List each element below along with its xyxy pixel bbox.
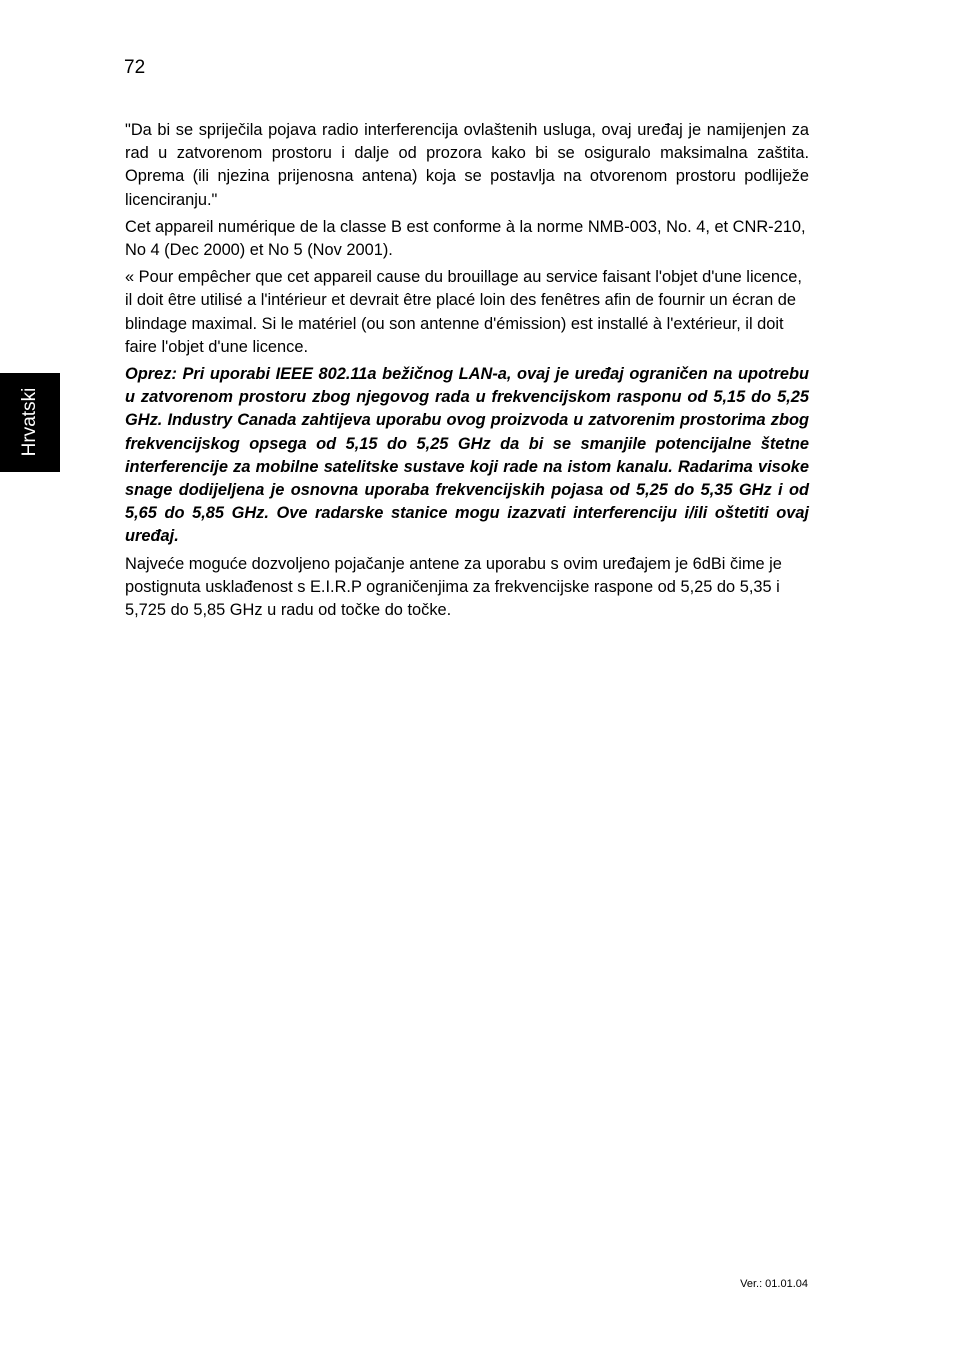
licence-paragraph-fr: « Pour empêcher que cet appareil cause du brouillage au service faisant l'objet d'une licence, il doit être utilisé a l'intérieur et devrait être placé loin des fenêtres afin de fournir un écran de blindage maximal. Si le matériel (ou son antenne d'émission) est installé à l'extérieur, il doit faire l'objet d'une licence. (125, 268, 802, 356)
radio-interference-paragraph: "Da bi se spriječila pojava radio interferencija ovlaštenih usluga, ovaj uređaj je namijenjen za rad u zatvorenom prostoru i dalje od prozora kako bi se osiguralo maksimalna zaštita. Oprema (ili njezina prijenosna antena) koja se postavlja na otvorenom prostoru podliježe licenciranju." (125, 121, 809, 209)
caution-paragraph: Oprez: Pri uporabi IEEE 802.11a bežičnog LAN-a, ovaj je uređaj ograničen na upotrebu u zatvorenom prostoru zbog njegovog rada u frekvencijskom rasponu od 5,15 do 5,25 GHz. Industry Canada zahtijeva uporabu ovog proizvoda u zatvorenim prostorima zbog frekvencijskog opsega od 5,15 do 5,25 GHz da bi se smanjile potencijalne štetne interferencije za mobilne satelitske sustave koji rade na istom kanalu. Radarima visoke snage dodijeljena je osnovna uporaba frekvencijskih pojasa od 5,25 do 5,35 GHz i od 5,65 do 5,85 GHz. Ove radarske stanice mogu izazvati interferenciju i/ili oštetiti ovaj uređaj. (125, 365, 809, 546)
language-side-tab-label: Hrvatski (19, 387, 40, 457)
page-number: 72 (124, 57, 146, 78)
main-text-body (125, 119, 809, 626)
version-label: Ver.: 01.01.04 (740, 1278, 808, 1290)
class-b-compliance-paragraph: Cet appareil numérique de la classe B est conforme à la norme NMB-003, No. 4, et CNR-210, No 4 (Dec 2000) et No 5 (Nov 2001). (125, 217, 806, 260)
language-side-tab (0, 373, 60, 472)
antenna-gain-paragraph: Najveće moguće dozvoljeno pojačanje antene za uporabu s ovim uređajem je 6dBi čime je postignuta usklađenost s E.I.R.P ograničenjima za frekvencijske raspone od 5,25 do 5,35 i 5,725 do 5,85 GHz u radu od točke do točke. (125, 554, 782, 620)
